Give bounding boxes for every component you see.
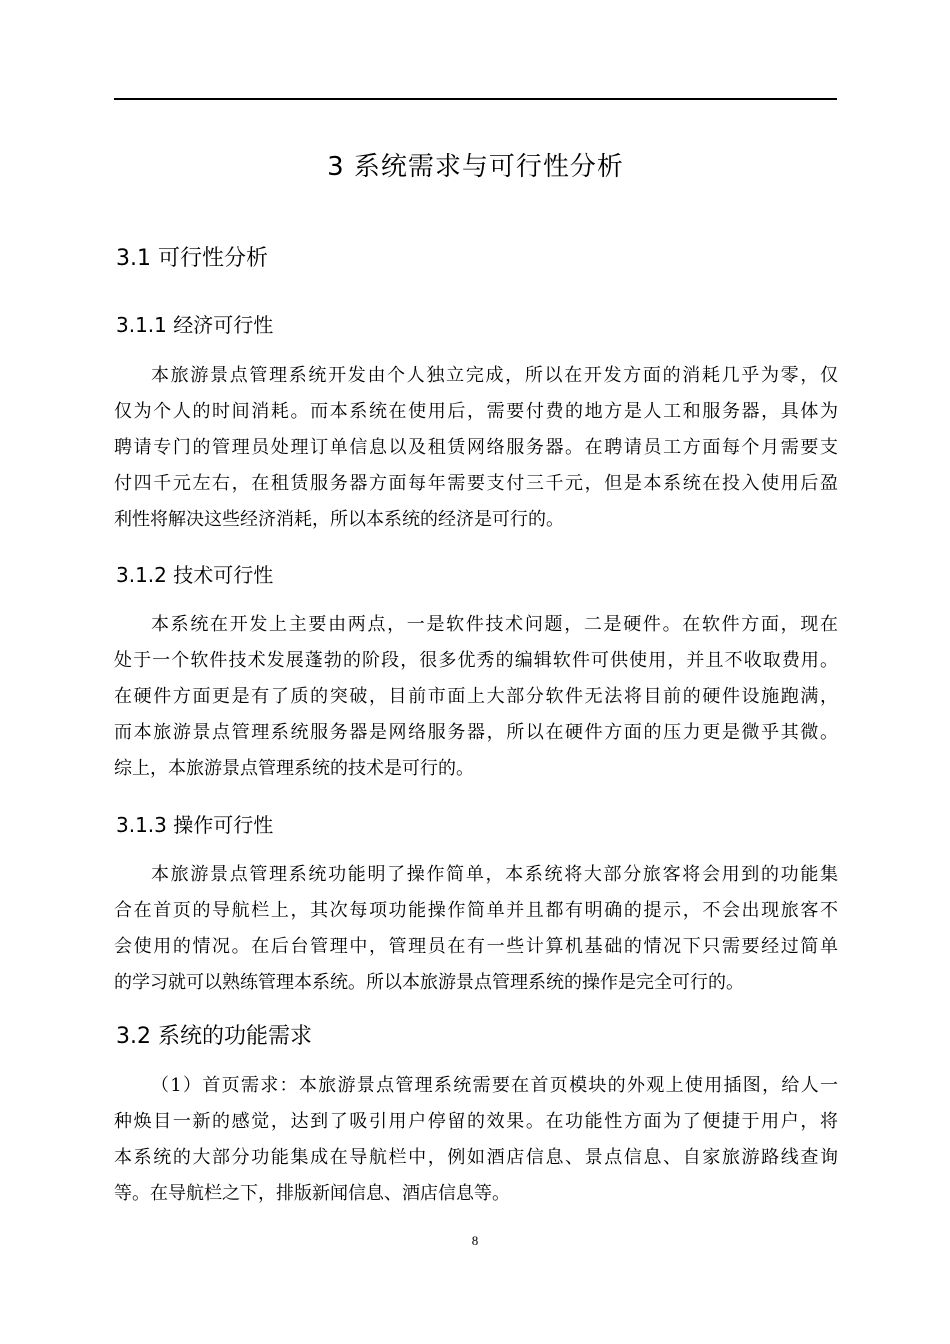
paragraph-line: 等。在导航栏之下，排版新闻信息、酒店信息等。 — [114, 1183, 510, 1204]
paragraph-line: 合在首页的导航栏上，其次每项功能操作简单并且都有明确的提示，不会出现旅客不 — [114, 900, 838, 921]
paragraph-technical-feasibility — [114, 607, 838, 787]
paragraph-line: 种焕目一新的感觉，达到了吸引用户停留的效果。在功能性方面为了便捷于用户，将 — [114, 1111, 838, 1132]
paragraph-line: 综上，本旅游景点管理系统的技术是可行的。 — [114, 758, 474, 779]
section-heading-3-2: 3.2 系统的功能需求 — [116, 1024, 312, 1049]
paragraph-line: 会使用的情况。在后台管理中，管理员在有一些计算机基础的情况下只需要经过简单 — [114, 936, 838, 957]
paragraph-line: 本旅游景点管理系统功能明了操作简单，本系统将大部分旅客将会用到的功能集 — [151, 864, 838, 885]
paragraph-line: 本旅游景点管理系统开发由个人独立完成，所以在开发方面的消耗几乎为零，仅 — [151, 365, 838, 386]
paragraph-line: 本系统的大部分功能集成在导航栏中，例如酒店信息、景点信息、自家旅游路线查询 — [114, 1147, 838, 1168]
chapter-title: 3 系统需求与可行性分析 — [327, 152, 624, 182]
paragraph-line: 而本旅游景点管理系统服务器是网络服务器，所以在硬件方面的压力更是微乎其微。 — [114, 722, 838, 743]
paragraph-line: 处于一个软件技术发展蓬勃的阶段，很多优秀的编辑软件可供使用，并且不收取费用。 — [114, 650, 838, 671]
paragraph-line: 利性将解决这些经济消耗，所以本系统的经济是可行的。 — [114, 509, 564, 530]
paragraph-operational-feasibility — [114, 857, 838, 1001]
paragraph-functional-requirements — [114, 1068, 838, 1212]
paragraph-line: 付四千元左右，在租赁服务器方面每年需要支付三千元，但是本系统在投入使用后盈 — [114, 473, 838, 494]
header-rule — [114, 98, 837, 100]
paragraph-line: 在硬件方面更是有了质的突破，目前市面上大部分软件无法将目前的硬件设施跑满， — [114, 686, 838, 707]
paragraph-line: 本系统在开发上主要由两点，一是软件技术问题，二是硬件。在软件方面，现在 — [151, 614, 838, 635]
section-heading-3-1: 3.1 可行性分析 — [116, 246, 268, 271]
section-heading-3-1-2: 3.1.2 技术可行性 — [116, 563, 274, 587]
page-number: 8 — [471, 1233, 479, 1248]
paragraph-economic-feasibility — [114, 358, 838, 538]
paragraph-line: 仅为个人的时间消耗。而本系统在使用后，需要付费的地方是人工和服务器，具体为 — [114, 401, 838, 422]
paragraph-line: （1）首页需求：本旅游景点管理系统需要在首页模块的外观上使用插图，给人一 — [151, 1075, 838, 1096]
section-heading-3-1-1: 3.1.1 经济可行性 — [116, 313, 274, 337]
paragraph-line: 的学习就可以熟练管理本系统。所以本旅游景点管理系统的操作是完全可行的。 — [114, 972, 744, 993]
paragraph-line: 聘请专门的管理员处理订单信息以及租赁网络服务器。在聘请员工方面每个月需要支 — [114, 437, 838, 458]
section-heading-3-1-3: 3.1.3 操作可行性 — [116, 813, 274, 837]
